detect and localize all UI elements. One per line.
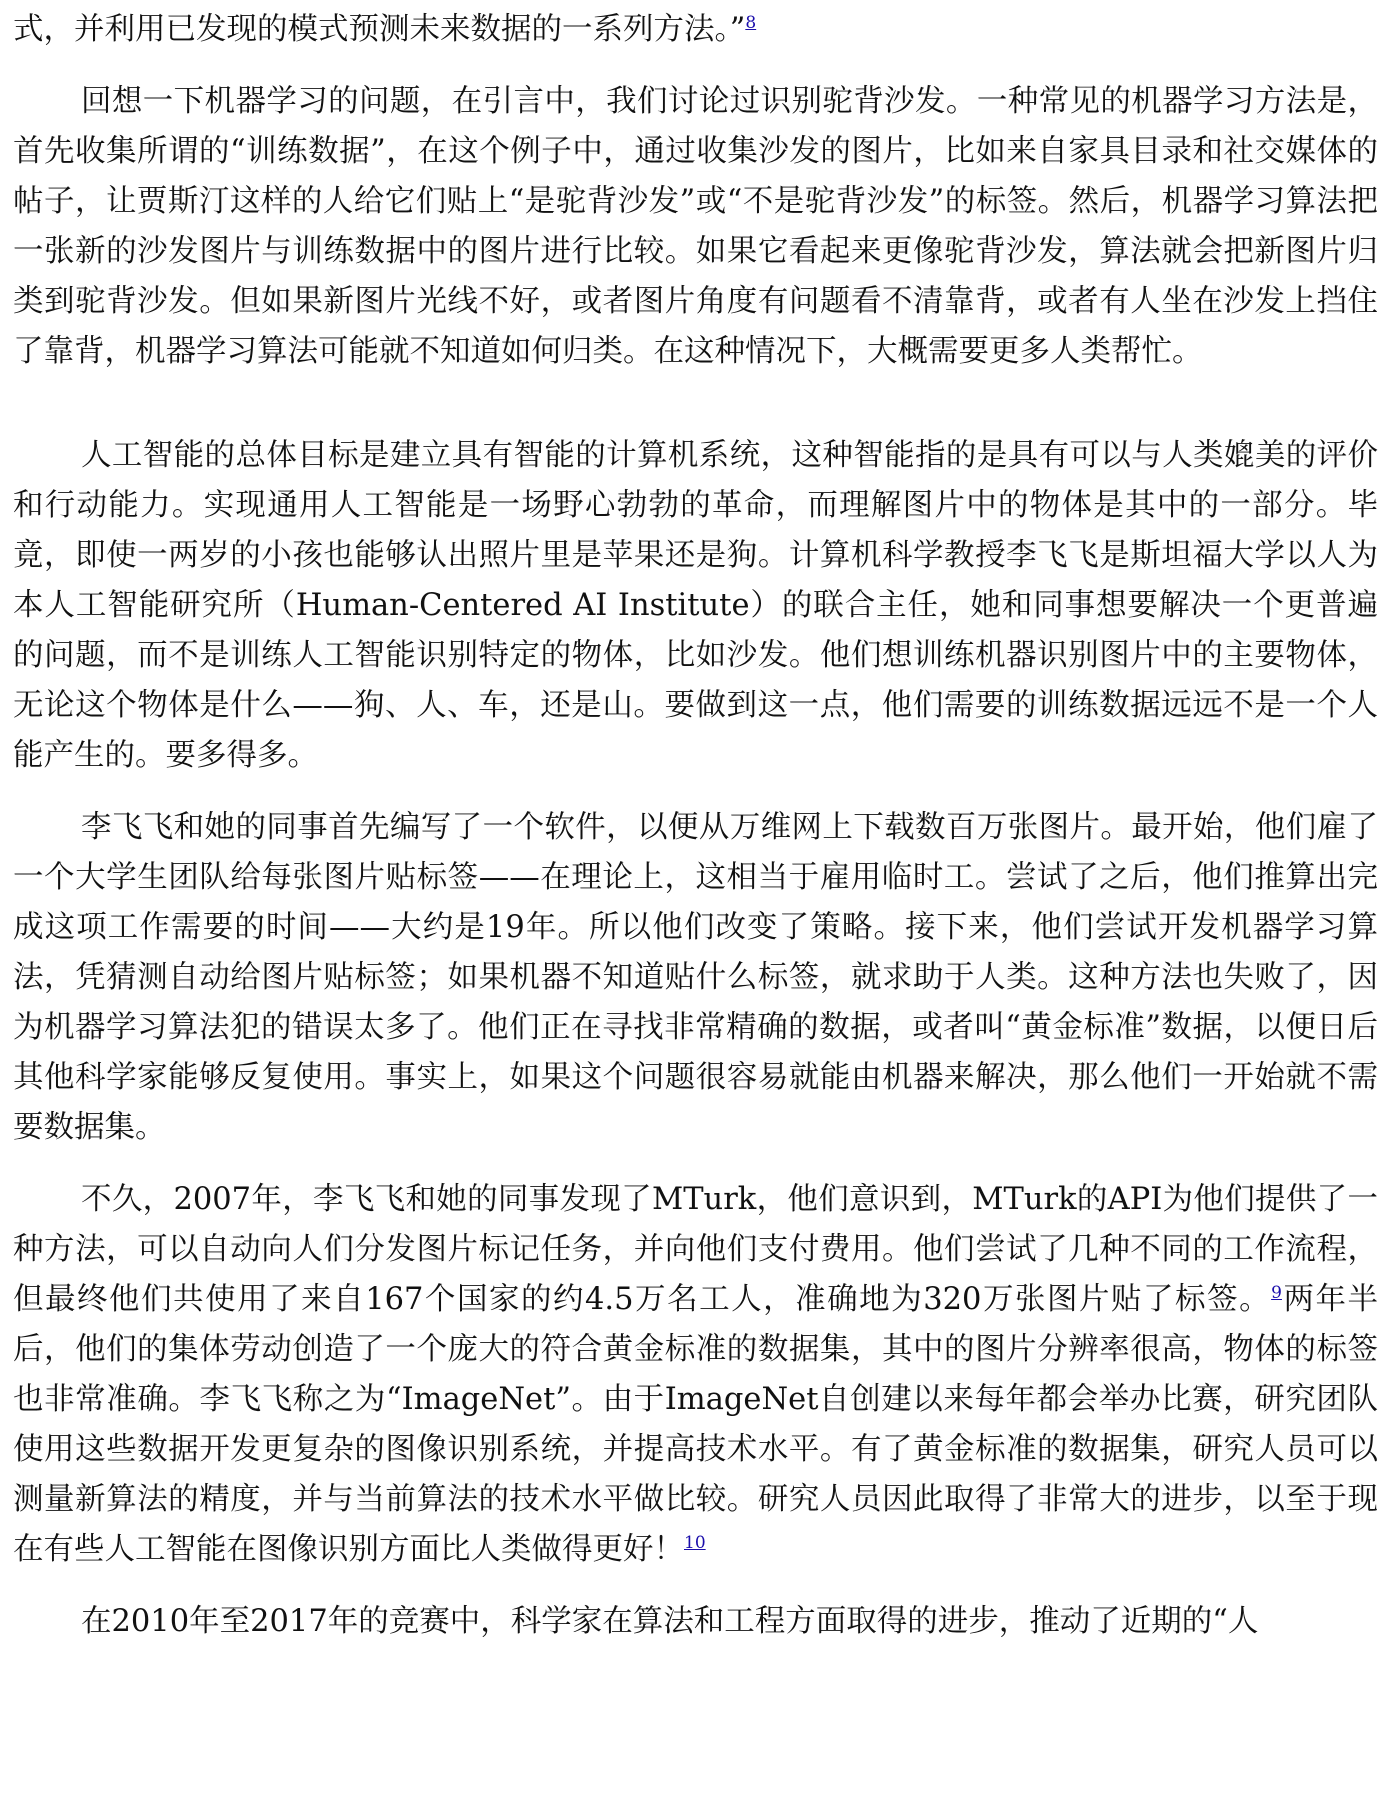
- paragraph-competition: [13, 1597, 1378, 1647]
- paragraph-text: 不久，2007年，李飞飞和她的同事发现了MTurk，他们意识到，MTurk的API为他们提供了一种方法，可以自动向人们分发图片标记任务，并向他们支付费用。他们尝试了几种不同的工作流程，但最终他们共使用了来自167个国家的约4.5万名工人，准确地为320万张图片贴了标签。: [13, 1182, 1378, 1317]
- document-page: [13, 5, 1378, 1647]
- footnote-link-10[interactable]: 10: [684, 1532, 706, 1553]
- paragraph-text: 回想一下机器学习的问题，在引言中，我们讨论过识别驼背沙发。一种常见的机器学习方法是，首先收集所谓的“训练数据”，在这个例子中，通过收集沙发的图片，比如来自家具目录和社交媒体的帖子，让贾斯汀这样的人给它们贴上“是驼背沙发”或“不是驼背沙发”的标签。然后，机器学习算法把一张新的沙发图片与训练数据中的图片进行比较。如果它看起来更像驼背沙发，算法就会把新图片归类到驼背沙发。但如果新图片光线不好，或者图片角度有问题看不清靠背，或者有人坐在沙发上挡住了靠背，机器学习算法可能就不知道如何归类。在这种情况下，大概需要更多人类帮忙。: [13, 84, 1378, 369]
- paragraph-ai-goal: [13, 431, 1378, 781]
- paragraph-continuation: [13, 5, 1378, 55]
- paragraph-text: 两年半后，他们的集体劳动创造了一个庞大的符合黄金标准的数据集，其中的图片分辨率很高，物体的标签也非常准确。李飞飞称之为“ImageNet”。由于ImageNet自创建以来每年都会举办比赛，研究团队使用这些数据开发更复杂的图像识别系统，并提高技术水平。有了黄金标准的数据集，研究人员可以测量新算法的精度，并与当前算法的技术水平做比较。研究人员因此取得了非常大的进步，以至于现在有些人工智能在图像识别方面比人类做得更好！: [13, 1282, 1379, 1567]
- footnote-link-8[interactable]: 8: [745, 12, 757, 33]
- paragraph-gap: [13, 377, 1378, 431]
- paragraph-text: 李飞飞和她的同事首先编写了一个软件，以便从万维网上下载数百万张图片。最开始，他们雇了一个大学生团队给每张图片贴标签——在理论上，这相当于雇用临时工。尝试了之后，他们推算出完成这项工作需要的时间——大约是19年。所以他们改变了策略。接下来，他们尝试开发机器学习算法，凭猜测自动给图片贴标签；如果机器不知道贴什么标签，就求助于人类。这种方法也失败了，因为机器学习算法犯的错误太多了。他们正在寻找非常精确的数据，或者叫“黄金标准”数据，以便日后其他科学家能够反复使用。事实上，如果这个问题很容易就能由机器来解决，那么他们一开始就不需要数据集。: [13, 810, 1378, 1145]
- paragraph-gap: [13, 1575, 1378, 1597]
- paragraph-imagenet: [13, 1175, 1378, 1575]
- paragraph-gap: [13, 781, 1378, 803]
- paragraph-text: 在2010年至2017年的竞赛中，科学家在算法和工程方面取得的进步，推动了近期的“人: [81, 1604, 1259, 1639]
- paragraph-text: 式，并利用已发现的模式预测未来数据的一系列方法。”: [13, 12, 746, 47]
- paragraph-text: 人工智能的总体目标是建立具有智能的计算机系统，这种智能指的是具有可以与人类媲美的评价和行动能力。实现通用人工智能是一场野心勃勃的革命，而理解图片中的物体是其中的一部分。毕竟，即使一两岁的小孩也能够认出照片里是苹果还是狗。计算机科学教授李飞飞是斯坦福大学以人为本人工智能研究所（Human-Centered AI Institute）的联合主任，她和同事想要解决一个更普遍的问题，而不是训练人工智能识别特定的物体，比如沙发。他们想训练机器识别图片中的主要物体，无论这个物体是什么——狗、人、车，还是山。要做到这一点，他们需要的训练数据远远不是一个人能产生的。要多得多。: [13, 438, 1378, 773]
- paragraph-labeling-attempts: [13, 803, 1378, 1153]
- paragraph-sofa-example: [13, 77, 1378, 377]
- footnote-link-9[interactable]: 9: [1271, 1282, 1282, 1303]
- paragraph-gap: [13, 55, 1378, 77]
- paragraph-gap: [13, 1153, 1378, 1175]
